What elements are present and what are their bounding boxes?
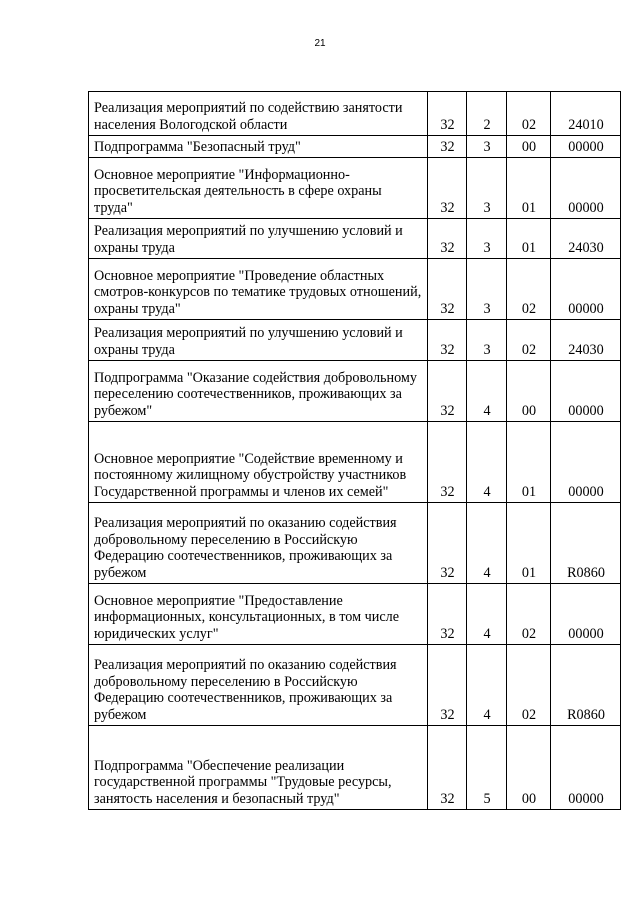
table-row: [89, 726, 621, 810]
table-row: [89, 320, 621, 361]
cell-code-4: 00000: [551, 361, 621, 422]
row-description: Подпрограмма "Оказание содействия добровольному переселению соотечественников, проживающих за рубежом": [89, 361, 428, 422]
table-row: [89, 361, 621, 422]
cell-code-1: 32: [428, 219, 467, 259]
cell-code-3: 02: [507, 320, 551, 361]
table-row: [89, 503, 621, 584]
cell-code-4: 24030: [551, 219, 621, 259]
cell-code-4: 24030: [551, 320, 621, 361]
row-description: Подпрограмма "Обеспечение реализации государственной программы "Трудовые ресурсы, занятость населения и безопасный труд": [89, 726, 428, 810]
table-row: [89, 584, 621, 645]
table-row: [89, 645, 621, 726]
cell-code-3: 02: [507, 92, 551, 136]
cell-code-2: 3: [467, 158, 507, 219]
budget-classification-table: [88, 91, 621, 810]
table-row: [89, 219, 621, 259]
cell-code-1: 32: [428, 361, 467, 422]
table-row: [89, 92, 621, 136]
cell-code-4: 00000: [551, 726, 621, 810]
cell-code-2: 3: [467, 259, 507, 320]
cell-code-3: 00: [507, 136, 551, 158]
cell-code-2: 2: [467, 92, 507, 136]
cell-code-2: 4: [467, 584, 507, 645]
cell-code-1: 32: [428, 259, 467, 320]
cell-code-4: R0860: [551, 503, 621, 584]
row-description: Реализация мероприятий по оказанию содействия добровольному переселению в Российскую Федерацию соотечественников, проживающих за рубежом: [89, 645, 428, 726]
row-description: Основное мероприятие "Информационно-просветительская деятельность в сфере охраны труда": [89, 158, 428, 219]
row-description: Реализация мероприятий по улучшению условий и охраны труда: [89, 320, 428, 361]
cell-code-2: 4: [467, 422, 507, 503]
cell-code-1: 32: [428, 645, 467, 726]
table-row: [89, 158, 621, 219]
row-description: Подпрограмма "Безопасный труд": [89, 136, 428, 158]
cell-code-1: 32: [428, 92, 467, 136]
cell-code-4: 00000: [551, 136, 621, 158]
cell-code-3: 02: [507, 645, 551, 726]
table-row: [89, 259, 621, 320]
cell-code-2: 3: [467, 219, 507, 259]
cell-code-4: 00000: [551, 259, 621, 320]
cell-code-3: 01: [507, 503, 551, 584]
cell-code-3: 01: [507, 422, 551, 503]
cell-code-1: 32: [428, 726, 467, 810]
page-number: 21: [314, 38, 326, 49]
cell-code-2: 4: [467, 361, 507, 422]
cell-code-1: 32: [428, 158, 467, 219]
row-description: Реализация мероприятий по оказанию содействия добровольному переселению в Российскую Федерацию соотечественников, проживающих за рубежом: [89, 503, 428, 584]
cell-code-4: 00000: [551, 158, 621, 219]
cell-code-3: 02: [507, 584, 551, 645]
cell-code-3: 00: [507, 726, 551, 810]
row-description: Реализация мероприятий по улучшению условий и охраны труда: [89, 219, 428, 259]
row-description: Реализация мероприятий по содействию занятости населения Вологодской области: [89, 92, 428, 136]
cell-code-2: 3: [467, 136, 507, 158]
cell-code-3: 01: [507, 219, 551, 259]
cell-code-2: 5: [467, 726, 507, 810]
cell-code-2: 3: [467, 320, 507, 361]
cell-code-1: 32: [428, 422, 467, 503]
cell-code-1: 32: [428, 320, 467, 361]
cell-code-3: 01: [507, 158, 551, 219]
cell-code-1: 32: [428, 136, 467, 158]
cell-code-4: 00000: [551, 584, 621, 645]
cell-code-1: 32: [428, 584, 467, 645]
cell-code-4: R0860: [551, 645, 621, 726]
cell-code-3: 02: [507, 259, 551, 320]
row-description: Основное мероприятие "Содействие временному и постоянному жилищному обустройству участников Государственной программы и членов их семей": [89, 422, 428, 503]
cell-code-1: 32: [428, 503, 467, 584]
table-row: [89, 422, 621, 503]
cell-code-4: 00000: [551, 422, 621, 503]
row-description: Основное мероприятие "Предоставление информационных, консультационных, в том числе юридических услуг": [89, 584, 428, 645]
table-body: [89, 92, 621, 810]
row-description: Основное мероприятие "Проведение областных смотров-конкурсов по тематике трудовых отношений, охраны труда": [89, 259, 428, 320]
cell-code-4: 24010: [551, 92, 621, 136]
cell-code-2: 4: [467, 503, 507, 584]
table-row: [89, 136, 621, 158]
cell-code-2: 4: [467, 645, 507, 726]
cell-code-3: 00: [507, 361, 551, 422]
